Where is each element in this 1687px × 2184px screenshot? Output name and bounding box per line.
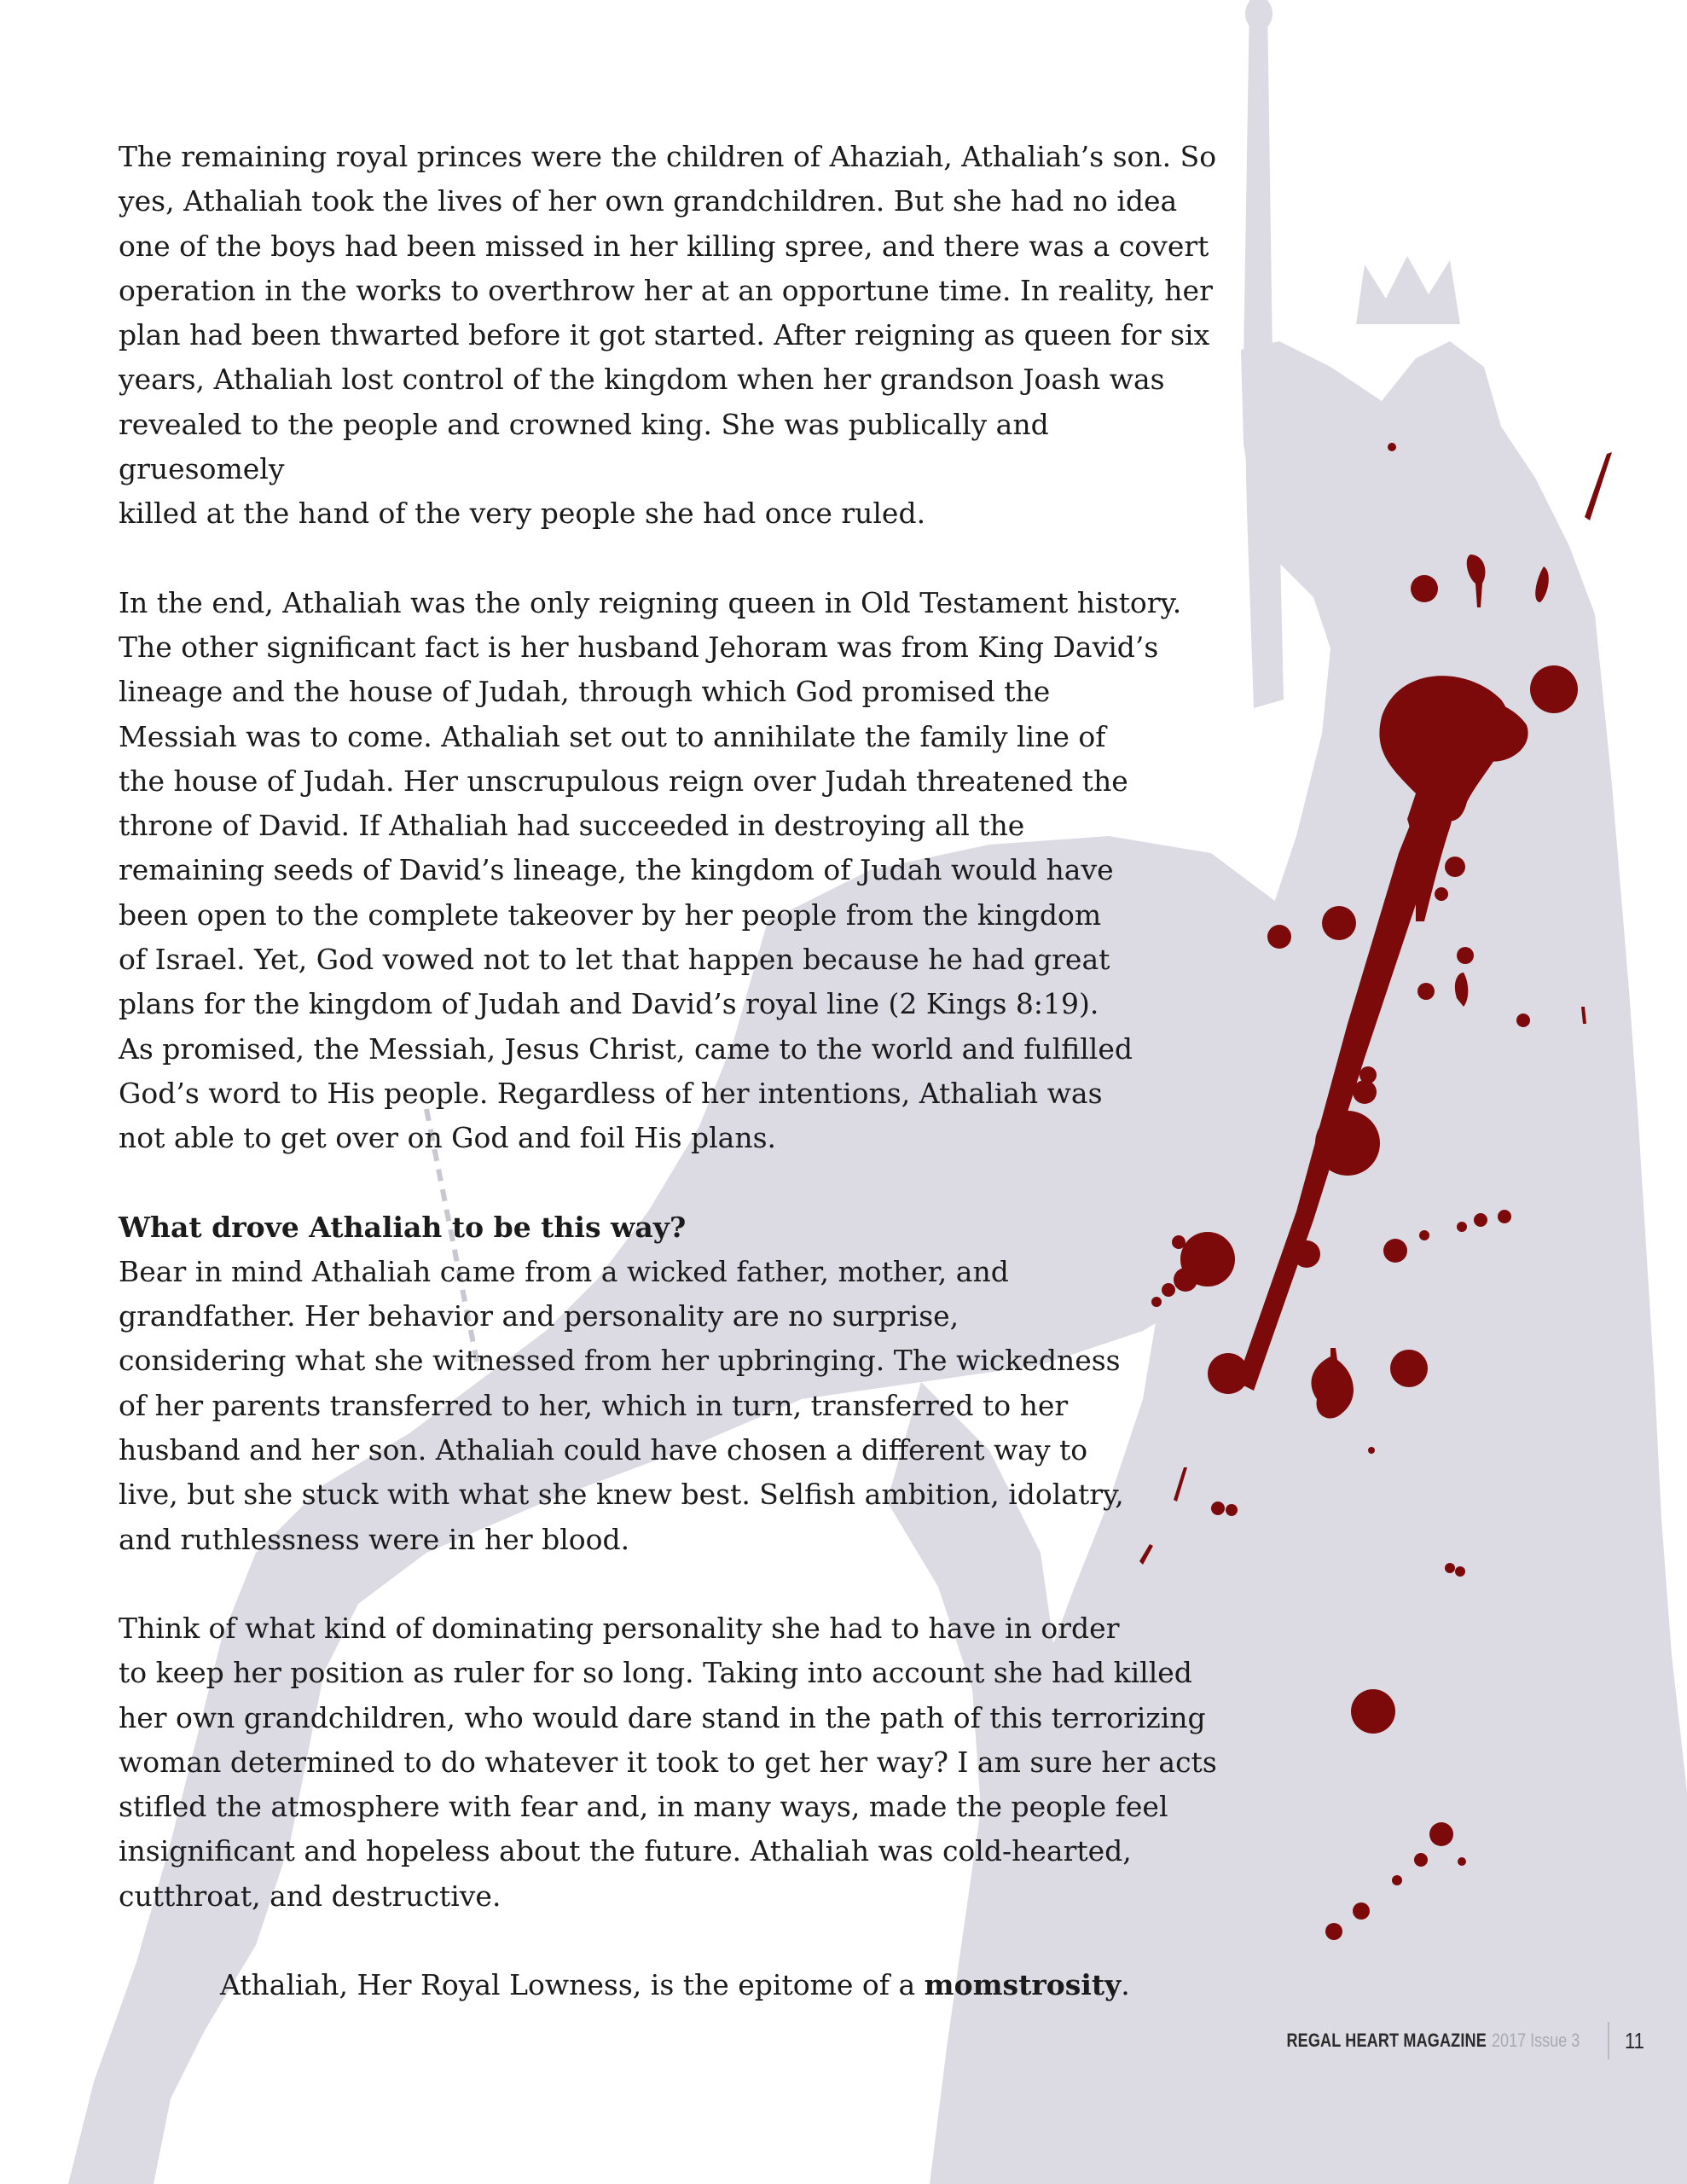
- paragraph-2: In the end, Athaliah was the only reigning queen in Old Testament history. The other significant fact is her husband Jehoram was from King David’s lineage and the house of Judah, through which God promised the Messiah was to come. Athaliah set out to annihilate the family line of the house of Judah. Her unscrupulous reign over Judah threatened the throne of David. If Athaliah had succeeded in destroying all the remaining seeds of David’s lineage, the kingdom of Judah would have been open to the complete takeover by her people from the kingdom of Israel. Yet, God vowed not to let that happen because he had great plans for the kingdom of Judah and David’s royal line (2 Kings 8:19). As promised, the Messiah, Jesus Christ, came to the world and fulfilled God’s word to His people. Regardless of her intentions, Athaliah was not able to get over on God and foil His plans.: [119, 585, 1182, 1155]
- crown: [1356, 256, 1460, 324]
- paragraph-1: The remaining royal princes were the children of Ahaziah, Athaliah’s son. So yes, Athaliah took the lives of her own grandchildren. But she had no idea one of the boys had been missed in her killing spree, and there was a covert operation in the works to overthrow her at an opportune time. In reality, her plan had been thwarted before it got started. After reigning as queen for six years, Athaliah lost control of the kingdom when her grandson Joash was revealed to the people and crowned king. She was publically and gruesomely killed at the hand of the very people she had once ruled.: [119, 140, 1217, 531]
- article-body: [119, 135, 1219, 2052]
- footer-divider: [1608, 2022, 1609, 2059]
- paragraph-4: Think of what kind of dominating personality she had to have in order to keep her position as ruler for so long. Taking into account she had killed her own grandchildren, who would dare stand in the path of this terrorizing woman determined to do whatever it took to get her way? I am sure her acts stifled the atmosphere with fear and, in many ways, made the people feel insignificant and hopeless about the future. Athaliah was cold-hearted, cutthroat, and destructive.: [119, 1611, 1217, 1913]
- page-footer: [1243, 2022, 1646, 2059]
- magazine-name: REGAL HEART MAGAZINE: [1286, 2030, 1487, 2051]
- closing-text: Athaliah, Her Royal Lowness, is the epitome of a: [220, 1967, 925, 2001]
- section-3: [119, 1205, 1219, 1562]
- closing-line: [119, 1963, 1219, 2007]
- subheading: What drove Athaliah to be this way?: [119, 1210, 687, 1244]
- closing-bold-word: momstrosity: [924, 1967, 1122, 2001]
- issue-label: 2017 Issue 3: [1492, 2030, 1580, 2051]
- page-number: 11: [1625, 2027, 1644, 2053]
- closing-period: .: [1121, 1967, 1130, 2001]
- paragraph-3: Bear in mind Athaliah came from a wicked father, mother, and grandfather. Her behavior and personality are no surprise, considering what she witnessed from her upbringing. The wickedness of her parents transferred to her, which in turn, transferred to her husband and her son. Athaliah could have chosen a different way to live, but she stuck with what she knew best. Selfish ambition, idolatry, and ruthlessness were in her blood.: [119, 1254, 1124, 1556]
